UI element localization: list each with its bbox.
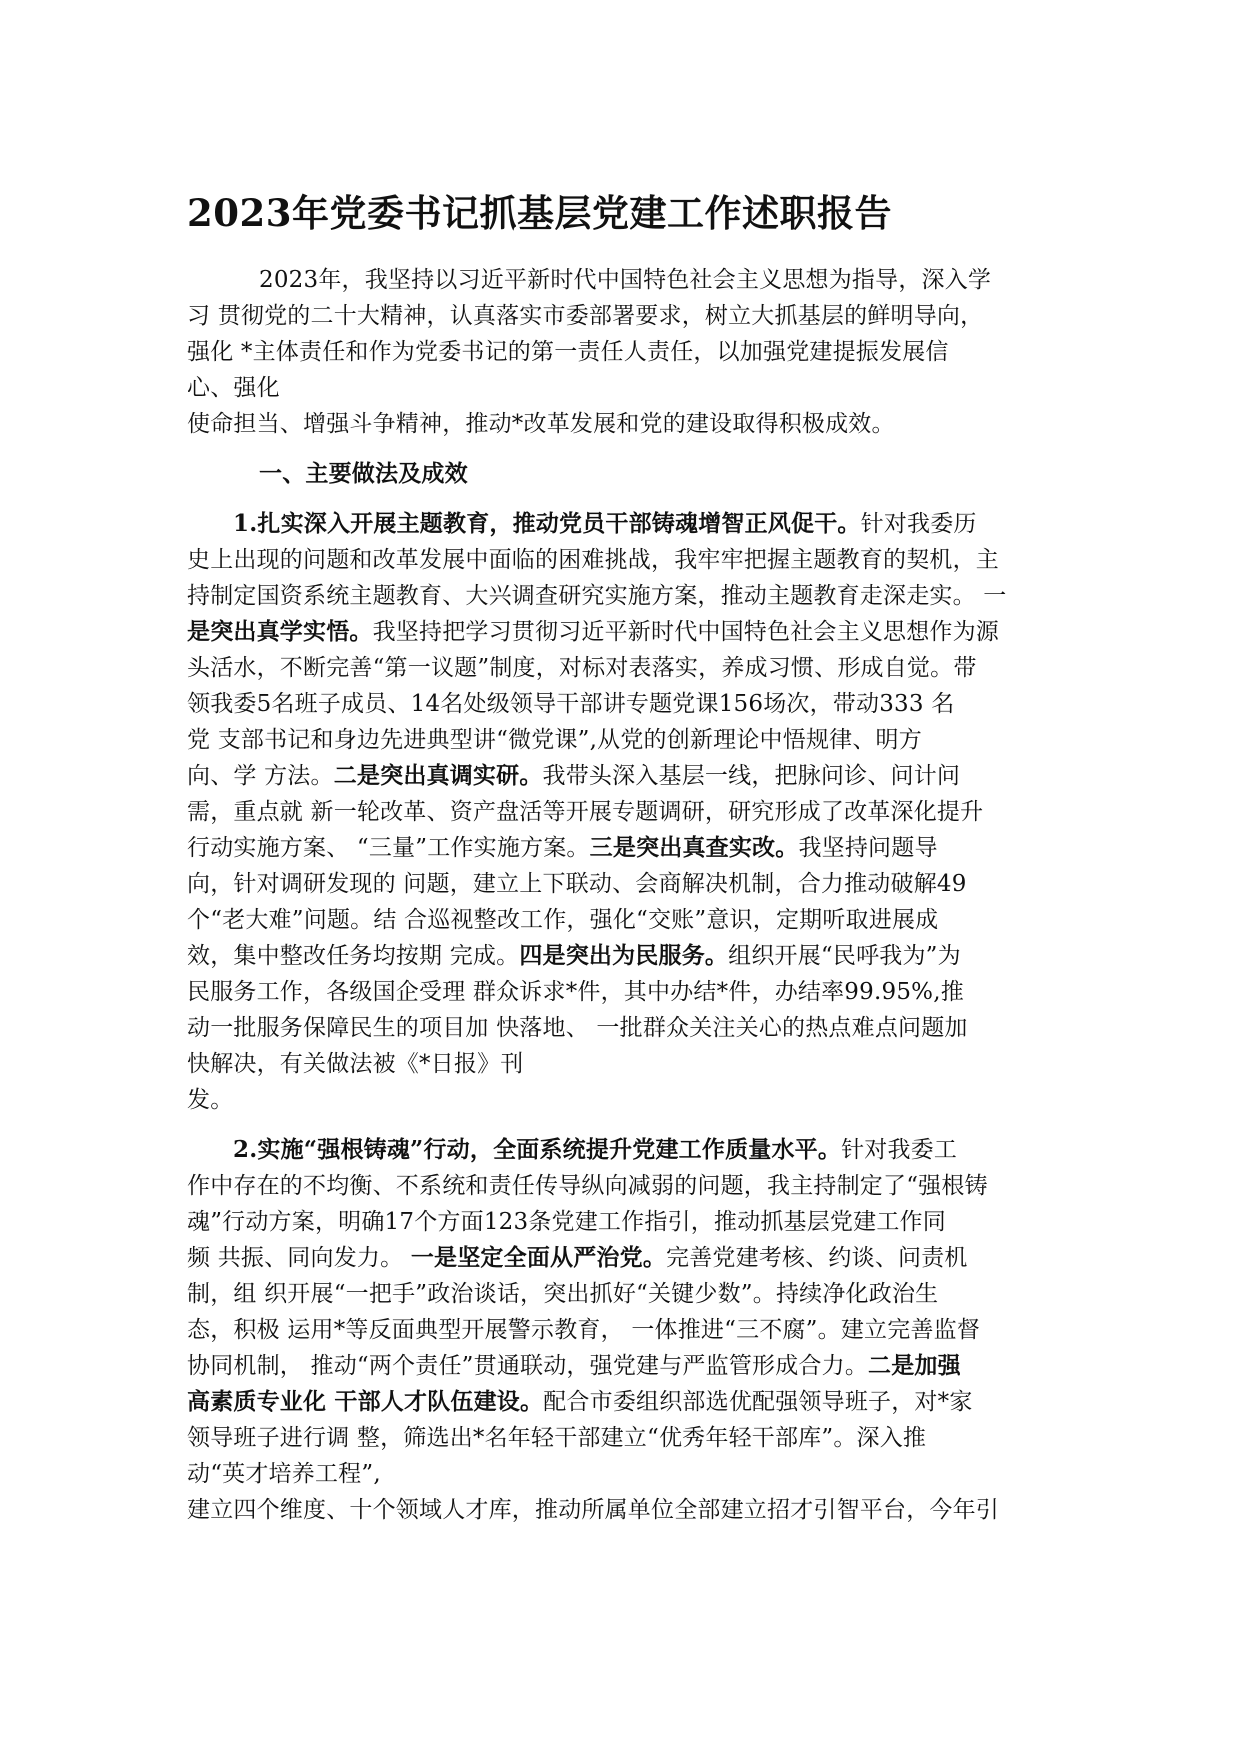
text-line: 心、强化 xyxy=(187,375,280,401)
text-line xyxy=(187,506,1057,542)
text-line: 个“老大难”问题。结 合巡视整改工作，强化“交账”意识，定期听取进展成 xyxy=(187,907,939,933)
emphasis-text: 高素质专业化 干部人才队伍建设。 xyxy=(187,1388,544,1415)
text-run: 针对我委历 xyxy=(860,511,977,537)
text-line: 头活水，不断完善“第一议题”制度，对标对表落实，养成习惯、形成自觉。带 xyxy=(187,655,977,681)
text-line xyxy=(187,1132,1057,1168)
text-line: 态，积极 运用*等反面典型开展警示教育， 一体推进“三不腐”。建立完善监督 xyxy=(187,1317,981,1343)
text-line: 持制定国资系统主题教育、大兴调查研究实施方案，推动主题教育走深走实。 一 xyxy=(187,583,1007,609)
document-body xyxy=(187,262,1057,1528)
text-line: 习 贯彻党的二十大精神，认真落实市委部署要求，树立大抓基层的鲜明导向， xyxy=(187,303,984,329)
text-line xyxy=(187,1384,1057,1420)
text-line: 作中存在的不均衡、不系统和责任传导纵向减弱的问题，我主持制定了“强根铸 xyxy=(187,1173,988,1199)
text-line: 发。 xyxy=(187,1087,234,1113)
text-line: 快解决，有关做法被《*日报》刊 xyxy=(187,1051,524,1077)
text-line xyxy=(187,758,1057,794)
text-line: 魂”行动方案，明确17个方面123条党建工作指引，推动抓基层党建工作同 xyxy=(187,1209,946,1235)
text-line xyxy=(187,830,1057,866)
text-line: 建立四个维度、十个领域人才库，推动所属单位全部建立招才引智平台，今年引 xyxy=(187,1497,999,1523)
text-run: 组织开展“民呼我为”为 xyxy=(728,943,961,969)
text-line: 领我委5名班子成员、14名处级领导干部讲专题党课156场次，带动333 名 xyxy=(187,691,955,717)
emphasis-text: 四是突出为民服务。 xyxy=(519,942,729,969)
text-line: 向，针对调研发现的 问题，建立上下联动、会商解决机制，合力推动破解49 xyxy=(187,871,967,897)
text-line xyxy=(187,1240,1057,1276)
text-run: 我坚持把学习贯彻习近平新时代中国特色社会主义思想作为源 xyxy=(372,619,1000,645)
text-line: 强化 *主体责任和作为党委书记的第一责任人责任，以加强党建提振发展信 xyxy=(187,339,949,365)
emphasis-text: 二是加强 xyxy=(868,1352,961,1379)
text-run: 效，集中整改任务均按期 完成。 xyxy=(187,943,520,969)
text-line: 动一批服务保障民生的项目加 快落地、 一批群众关注关心的热点难点问题加 xyxy=(187,1015,968,1041)
text-line: 制，组 织开展“一把手”政治谈话，突出抓好“关键少数”。持续净化政治生 xyxy=(187,1281,939,1307)
text-line: 使命担当、增强斗争精神，推动*改革发展和党的建设取得积极成效。 xyxy=(187,411,895,437)
text-line xyxy=(187,938,1057,974)
text-run: 配合市委组织部选优配强领导班子，对*家 xyxy=(543,1389,973,1415)
text-line xyxy=(187,614,1057,650)
text-run: 频 共振、同向发力。 xyxy=(187,1245,411,1271)
text-line: 民服务工作，各级国企受理 群众诉求*件，其中办结*件，办结率99.95%,推 xyxy=(187,979,964,1005)
item-heading: 1.扎实深入开展主题教育，推动党员干部铸魂增智正风促干。 xyxy=(233,510,861,537)
text-run: 行动实施方案、 “三量”工作实施方案。 xyxy=(187,835,590,861)
text-line: 领导班子进行调 整，筛选出*名年轻干部建立“优秀年轻干部库”。深入推 xyxy=(187,1425,927,1451)
emphasis-text: 一是坚定全面从严治党。 xyxy=(410,1244,667,1271)
text-line xyxy=(187,1348,1057,1384)
text-run: 针对我委工 xyxy=(841,1137,958,1163)
emphasis-text: 是突出真学实悟。 xyxy=(187,618,373,645)
text-run: 我坚持问题导 xyxy=(798,835,938,861)
document-title: 2023年党委书记抓基层党建工作述职报告 xyxy=(187,191,892,235)
text-line: 党 支部书记和身边先进典型讲“微党课”,从党的创新理论中悟规律、明方 xyxy=(187,727,922,753)
text-run: 协同机制， 推动“两个责任”贯通联动，强党建与严监管形成合力。 xyxy=(187,1353,869,1379)
text-line: 2023年，我坚持以习近平新时代中国特色社会主义思想为指导，深入学 xyxy=(259,267,992,293)
text-line: 需，重点就 新一轮改革、资产盘活等开展专题调研，研究形成了改革深化提升 xyxy=(187,799,984,825)
intro-paragraph xyxy=(187,262,1057,442)
item-1-paragraph xyxy=(187,506,1057,1118)
emphasis-text: 三是突出真查实改。 xyxy=(589,834,799,861)
text-line: 动“英才培养工程”, xyxy=(187,1461,381,1487)
text-line: 史上出现的问题和改革发展中面临的困难挑战，我牢牢把握主题教育的契机，主 xyxy=(187,547,999,573)
item-2-paragraph xyxy=(187,1132,1057,1528)
text-run: 我带头深入基层一线，把脉问诊、问计问 xyxy=(542,763,961,789)
emphasis-text: 二是突出真调实研。 xyxy=(333,762,543,789)
text-run: 向、学 方法。 xyxy=(187,763,334,789)
section-heading: 一、主要做法及成效 xyxy=(259,460,468,487)
item-heading: 2.实施“强根铸魂”行动，全面系统提升党建工作质量水平。 xyxy=(233,1136,842,1163)
text-run: 完善党建考核、约谈、问责机 xyxy=(666,1245,968,1271)
